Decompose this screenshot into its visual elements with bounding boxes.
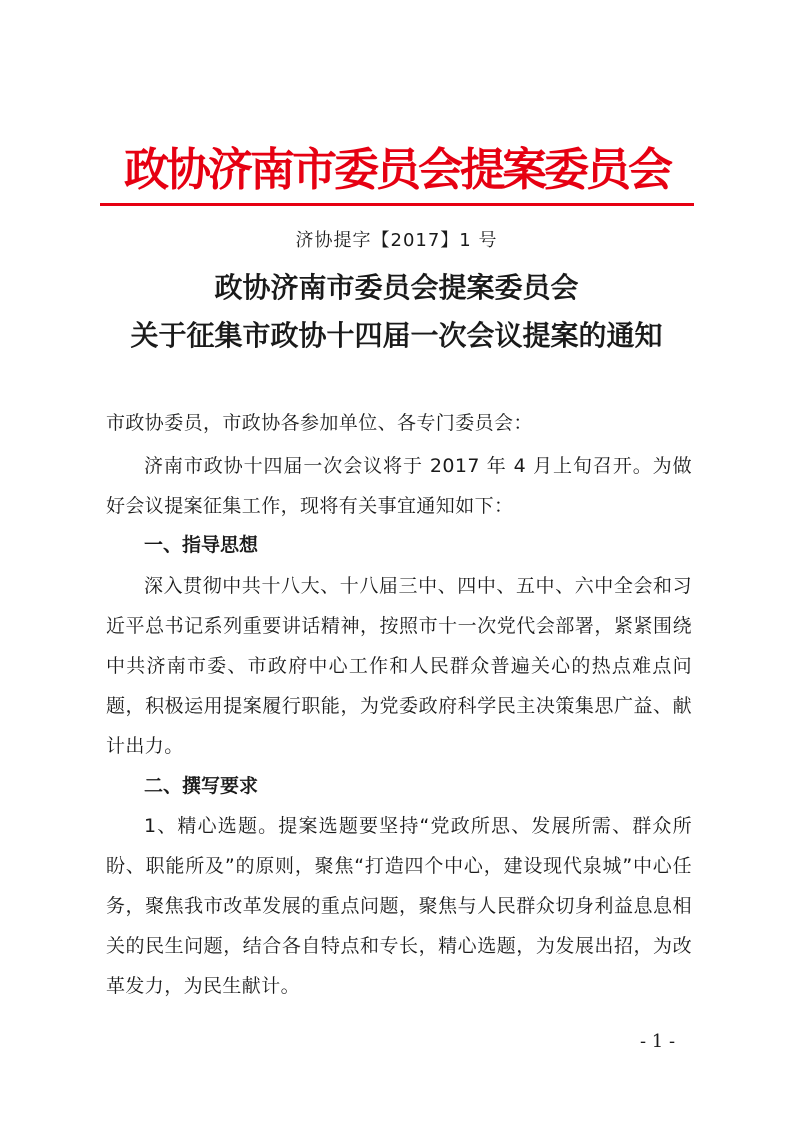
section-1-paragraph: 深入贯彻中共十八大、十八届三中、四中、五中、六中全会和习近平总书记系列重要讲话精神，按照市十一次党代会部署，紧紧围绕中共济南市委、市政府中心工作和人民群众普遍关心的热点难点问题，积极运用提案履行职能，为党委政府科学民主决策集思广益、献计出力。 — [106, 575, 692, 757]
document-title-line-2: 关于征集市政协十四届一次会议提案的通知 — [130, 319, 663, 352]
issuing-organization-header: 政协济南市委员会提案委员会 — [123, 143, 670, 196]
red-header-rule — [100, 203, 694, 206]
document-title-line-1: 政协济南市委员会提案委员会 — [214, 271, 579, 304]
section-1-heading: 一、指导思想 — [144, 534, 259, 556]
section-2-heading: 二、撰写要求 — [144, 775, 259, 797]
section-2-item-1: 1、精心选题。提案选题要坚持“党政所思、发展所需、群众所盼、职能所及”的原则，聚焦“打造四个中心，建设现代泉城”中心任务，聚焦我市改革发展的重点问题，聚焦与人民群众切身利益息息相关的民生问题，结合各自特点和专长，精心选题，为发展出招，为改革发力，为民生献计。 — [106, 815, 692, 997]
intro-paragraph: 济南市政协十四届一次会议将于 2017 年 4 月上旬召开。为做好会议提案征集工作，现将有关事宜通知如下： — [106, 455, 692, 517]
document-number: 济协提字【2017】1 号 — [295, 230, 498, 251]
salutation: 市政协委员，市政协各参加单位、各专门委员会： — [106, 412, 533, 434]
page-number: - 1 - — [640, 1031, 676, 1052]
